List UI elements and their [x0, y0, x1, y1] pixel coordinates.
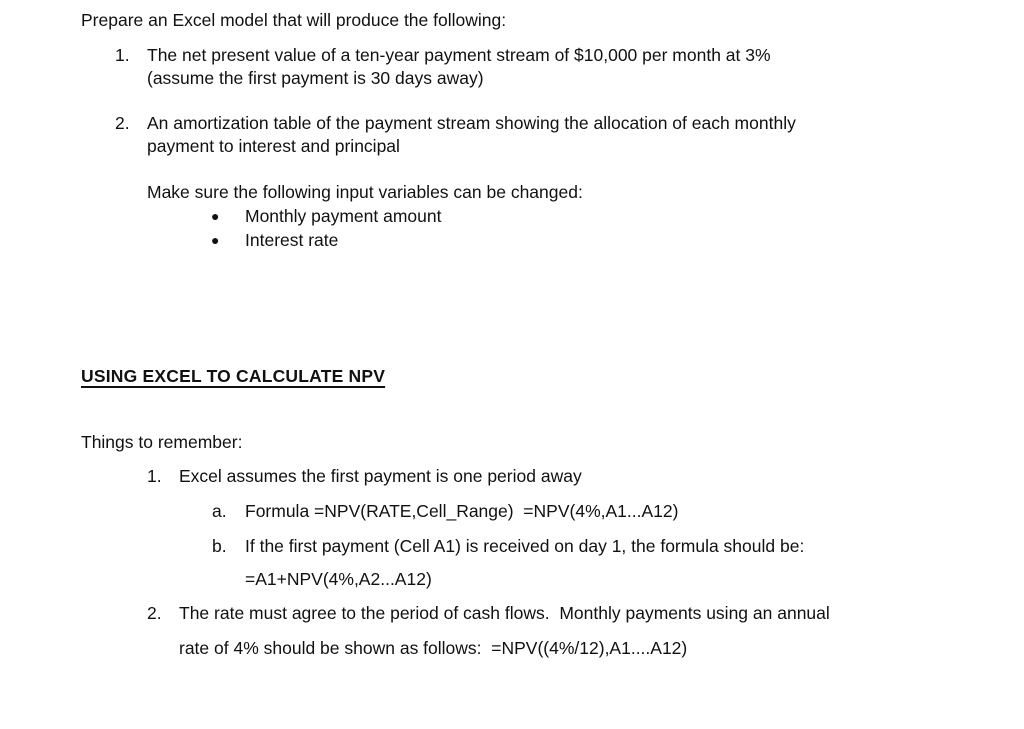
item-1-line-2: (assume the first payment is 30 days away): [147, 68, 484, 88]
inputs-note: Make sure the following input variables can be changed:: [147, 182, 583, 202]
item-2-line-1: An amortization table of the payment stream showing the allocation of each monthly: [147, 113, 796, 133]
bullet-icon: ●: [211, 208, 220, 224]
item-2-number: 2.: [115, 113, 130, 133]
point-2-number: 2.: [147, 603, 162, 623]
item-2-line-2: payment to interest and principal: [147, 136, 400, 156]
subitem-b-text: If the first payment (Cell A1) is received on day 1, the formula should be:: [245, 536, 805, 556]
subitem-b-letter: b.: [212, 536, 227, 556]
subitem-a-letter: a.: [212, 501, 227, 521]
bullet-icon: ●: [211, 232, 220, 248]
bullet-item-rate: Interest rate: [245, 230, 339, 250]
point-1-text: Excel assumes the first payment is one period away: [179, 466, 582, 486]
intro-title: Prepare an Excel model that will produce the following:: [81, 10, 507, 30]
subitem-a-text: Formula =NPV(RATE,Cell_Range) =NPV(4%,A1...A12): [245, 501, 679, 521]
point-2-line-1: The rate must agree to the period of cash flows. Monthly payments using an annual: [179, 603, 830, 623]
subitem-b-formula: =A1+NPV(4%,A2...A12): [245, 569, 432, 589]
section-heading: USING EXCEL TO CALCULATE NPV: [81, 366, 386, 386]
item-1-number: 1.: [115, 45, 130, 65]
remember-label: Things to remember:: [81, 432, 243, 452]
point-2-line-2: rate of 4% should be shown as follows: =NPV((4%/12),A1....A12): [179, 638, 688, 658]
point-1-number: 1.: [147, 466, 162, 486]
bullet-item-payment: Monthly payment amount: [245, 206, 442, 226]
item-1-line-1: The net present value of a ten-year payment stream of $10,000 per month at 3%: [147, 45, 771, 65]
